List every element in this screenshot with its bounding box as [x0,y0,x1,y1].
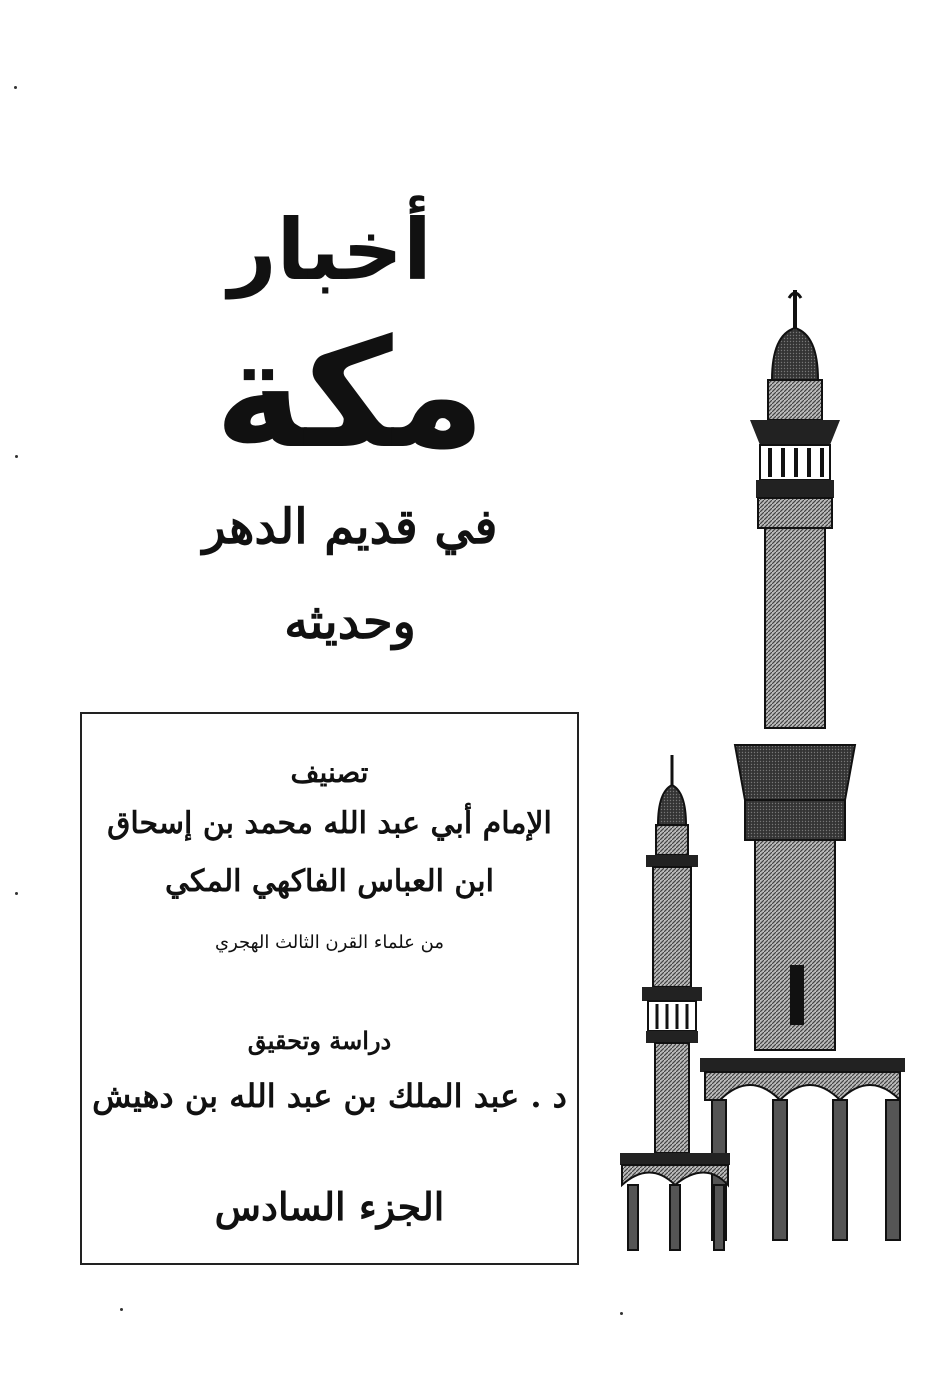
scan-speck [120,1308,123,1311]
volume-label: الجزء السادس [214,1184,445,1229]
compiled-label: تصنيف [290,756,369,789]
scan-speck [15,892,18,895]
minarets-illustration [600,280,920,1260]
author-info-box [80,712,579,1265]
book-title-line1: أخبار [228,201,432,299]
scan-speck [620,1312,623,1315]
scan-speck [14,86,17,89]
author-name-line1: الإمام أبي عبد الله محمد بن إسحاق [107,806,552,841]
scan-speck [15,455,18,458]
study-label: دراسة وتحقيق [247,1026,392,1055]
book-title-line2: مكة [214,308,486,482]
book-subtitle: في قديم الدهر وحديثه [202,499,498,650]
editor-name: د . عبد الملك بن عبد الله بن دهيش [92,1077,567,1115]
author-era: من علماء القرن الثالث الهجري [214,932,444,953]
author-name-line2: ابن العباس الفاكهي المكي [165,864,494,899]
